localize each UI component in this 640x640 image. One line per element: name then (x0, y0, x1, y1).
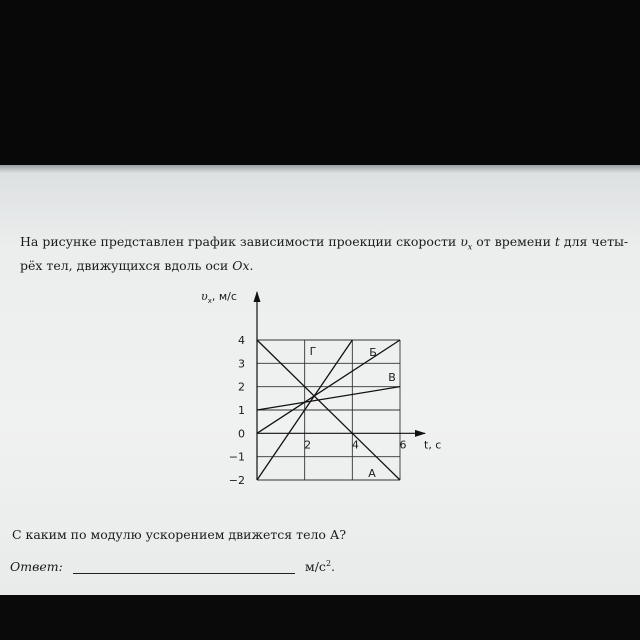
x-tick-label: 4 (351, 438, 359, 452)
problem-text-part: для четы- (559, 234, 629, 249)
question-text: С каким по модулю ускорением движется тело А? (12, 527, 347, 542)
y-axis-title: $\upsilon_x$, м/с (201, 290, 237, 305)
series-label: В (388, 371, 396, 384)
series-label: Г (309, 345, 317, 358)
problem-text-part: от времени (472, 234, 555, 249)
answer-label: Ответ: (10, 559, 63, 574)
y-tick-label: 2 (238, 380, 245, 394)
y-tick-label: 1 (238, 404, 245, 417)
axis-symbol: Ox (232, 257, 250, 273)
y-axis-arrow-icon (254, 291, 261, 302)
x-axis-arrow-icon (415, 430, 426, 437)
answer-input-line[interactable] (73, 573, 295, 574)
velocity-symbol: $\upsilon_x$ (460, 234, 473, 252)
y-tick-label: −1 (228, 450, 245, 464)
x-axis-title: t, с (424, 438, 442, 452)
graph-labels (201, 290, 441, 487)
answer-units: $м/с^2$. (305, 559, 336, 575)
y-tick-label: 4 (238, 334, 245, 347)
problem-text-part: . (249, 257, 254, 273)
y-tick-label: 0 (238, 427, 245, 441)
x-tick-label: 2 (304, 438, 312, 452)
y-tick-label: 3 (238, 357, 245, 371)
problem-text-part: рёх тел, движущихся вдоль оси (20, 257, 233, 273)
series-line-В (257, 387, 400, 410)
series-label: А (368, 467, 376, 480)
problem-text-part: На рисунке представлен график зависимости проекции скорости (20, 234, 461, 249)
x-tick-label: 6 (399, 438, 407, 452)
time-symbol: t (554, 234, 560, 249)
series-label: Б (369, 346, 377, 359)
y-tick-label: −2 (228, 474, 245, 487)
